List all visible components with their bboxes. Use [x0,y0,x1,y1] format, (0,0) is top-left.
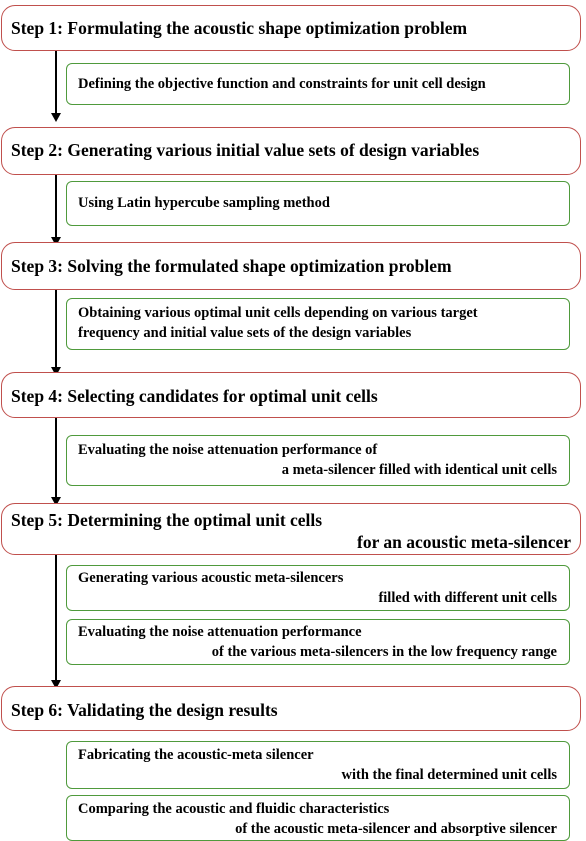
detail-line: Obtaining various optimal unit cells depending on various target [78,305,478,321]
detail-line: Defining the objective function and constraints for unit cell design [78,76,486,92]
detail-line: Using Latin hypercube sampling method [78,195,330,211]
step-3-title: Step 3: Solving the formulated shape optimization problem [11,256,452,276]
step-1-box [1,5,581,51]
step-5-detail-1 [66,565,570,611]
detail-line: Evaluating the noise attenuation performance [78,624,362,640]
arrow-step3-step4 [55,290,57,368]
detail-line: Evaluating the noise attenuation performance of [78,442,378,458]
step-6-box [1,686,581,731]
detail-line: of the acoustic meta-silencer and absorptive silencer [235,821,557,837]
arrow-step2-step3 [55,175,57,238]
step-6-detail-2 [66,795,570,841]
step-4-detail-1 [66,435,570,486]
arrow-step4-step5 [55,418,57,498]
detail-line: of the various meta-silencers in the low frequency range [211,644,557,660]
detail-line: Comparing the acoustic and fluidic characteristics [78,801,390,817]
arrow-step1-step2 [55,51,57,114]
step-1-detail-1 [66,63,570,105]
detail-line: with the final determined unit cells [341,767,557,783]
step-4-box [1,372,581,418]
detail-line: a meta-silencer filled with identical unit cells [281,462,557,478]
step-2-title: Step 2: Generating various initial value sets of design variables [11,140,480,160]
step-6-title: Step 6: Validating the design results [11,700,278,720]
step-2-box [1,127,581,175]
arrowhead-step2 [51,113,61,122]
arrow-step5-step6 [55,555,57,681]
step-3-detail-1 [66,298,570,350]
step-5-box [1,503,581,555]
step-1-title: Step 1: Formulating the acoustic shape optimization problem [11,18,468,38]
step-5-title: Step 5: Determining the optimal unit cells [11,510,323,530]
step-5-detail-2 [66,619,570,665]
detail-line: Fabricating the acoustic-meta silencer [78,747,314,763]
step-3-box [1,242,581,290]
detail-line: Generating various acoustic meta-silencers [78,570,344,586]
detail-line: frequency and initial value sets of the design variables [78,325,412,341]
detail-line: filled with different unit cells [378,590,557,606]
step-4-title: Step 4: Selecting candidates for optimal unit cells [11,386,378,406]
step-6-detail-1 [66,741,570,789]
step-5-title-line-2: for an acoustic meta-silencer [357,532,571,552]
step-2-detail-1 [66,181,570,226]
